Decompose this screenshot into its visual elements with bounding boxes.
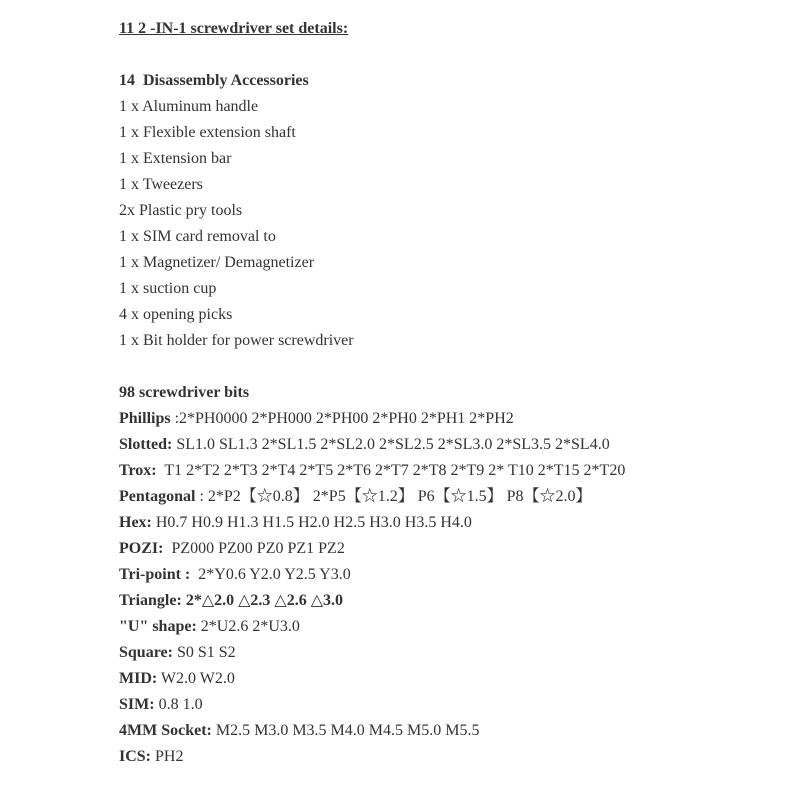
accessory-item: 1 x Bit holder for power screwdriver — [119, 332, 354, 349]
bit-row — [119, 718, 779, 744]
bit-type-label: SIM: — [119, 696, 155, 713]
bit-row — [119, 484, 779, 510]
accessory-item: 1 x Tweezers — [119, 176, 203, 193]
accessories-heading: 14 Disassembly Accessories — [119, 72, 309, 89]
bit-row — [119, 432, 779, 458]
bit-row — [119, 640, 779, 666]
accessory-item: 1 x Extension bar — [119, 150, 232, 167]
bit-row — [119, 562, 779, 588]
bit-row — [119, 536, 779, 562]
bit-sizes: PH2 — [151, 748, 184, 765]
accessory-item: 1 x Flexible extension shaft — [119, 124, 296, 141]
bit-sizes: 2*Y0.6 Y2.0 Y2.5 Y3.0 — [190, 566, 351, 583]
bit-sizes: H0.7 H0.9 H1.3 H1.5 H2.0 H2.5 H3.0 H3.5 H4.0 — [151, 514, 472, 531]
bit-row — [119, 510, 779, 536]
accessory-item: 1 x Aluminum handle — [119, 98, 259, 115]
set-details-title: 11 2 -IN-1 screwdriver set details: — [119, 20, 349, 37]
bit-sizes: M2.5 M3.0 M3.5 M4.0 M4.5 M5.0 M5.5 — [211, 722, 480, 739]
bit-sizes: SL1.0 SL1.3 2*SL1.5 2*SL2.0 2*SL2.5 2*SL3.0 2*SL3.5 2*SL4.0 — [172, 436, 610, 453]
bit-sizes: W2.0 W2.0 — [157, 670, 235, 687]
bit-type-label: ICS: — [119, 748, 152, 765]
bit-sizes: : 2*P2【☆0.8】 2*P5【☆1.2】 P6【☆1.5】 P8【☆2.0】 — [195, 488, 592, 505]
accessory-item: 2x Plastic pry tools — [119, 202, 243, 219]
bit-sizes: PZ000 PZ00 PZ0 PZ1 PZ2 — [163, 540, 345, 557]
spacer — [119, 42, 779, 68]
spacer — [119, 354, 779, 380]
bit-type-label: Slotted: — [119, 436, 173, 453]
bit-type-label: "U" shape: — [119, 618, 197, 635]
bit-type-label: POZI: — [119, 540, 164, 557]
bit-type-label: Phillips — [119, 410, 171, 427]
bit-row — [119, 588, 779, 614]
bit-type-label: MID: — [119, 670, 158, 687]
bit-sizes: S0 S1 S2 — [172, 644, 236, 661]
accessory-item: 1 x Magnetizer/ Demagnetizer — [119, 254, 315, 271]
bit-row — [119, 744, 779, 770]
bit-type-label: Hex: — [119, 514, 152, 531]
bit-type-label: Square: — [119, 644, 173, 661]
bits-list — [119, 406, 779, 770]
bit-row — [119, 458, 779, 484]
bit-sizes: :2*PH0000 2*PH000 2*PH00 2*PH0 2*PH1 2*PH2 — [170, 410, 514, 427]
bit-sizes: T1 2*T2 2*T3 2*T4 2*T5 2*T6 2*T7 2*T8 2*T9 2* T10 2*T15 2*T20 — [156, 462, 626, 479]
bit-row — [119, 406, 779, 432]
bit-row — [119, 692, 779, 718]
bit-sizes: 2*△2.0 △2.3 △2.6 △3.0 — [181, 592, 344, 609]
bit-type-label: Trox: — [119, 462, 157, 479]
accessory-item: 1 x suction cup — [119, 280, 217, 297]
bit-sizes: 2*U2.6 2*U3.0 — [196, 618, 300, 635]
bit-type-label: 4MM Socket: — [119, 722, 212, 739]
bits-heading: 98 screwdriver bits — [119, 384, 250, 401]
product-details-document — [119, 16, 779, 770]
bit-type-label: Triangle: — [119, 592, 182, 609]
bit-row — [119, 666, 779, 692]
bit-type-label: Tri-point : — [119, 566, 191, 583]
accessory-item: 4 x opening picks — [119, 306, 233, 323]
accessories-list — [119, 94, 779, 354]
bit-row — [119, 614, 779, 640]
accessory-item: 1 x SIM card removal to — [119, 228, 276, 245]
bit-sizes: 0.8 1.0 — [154, 696, 203, 713]
bit-type-label: Pentagonal — [119, 488, 196, 505]
